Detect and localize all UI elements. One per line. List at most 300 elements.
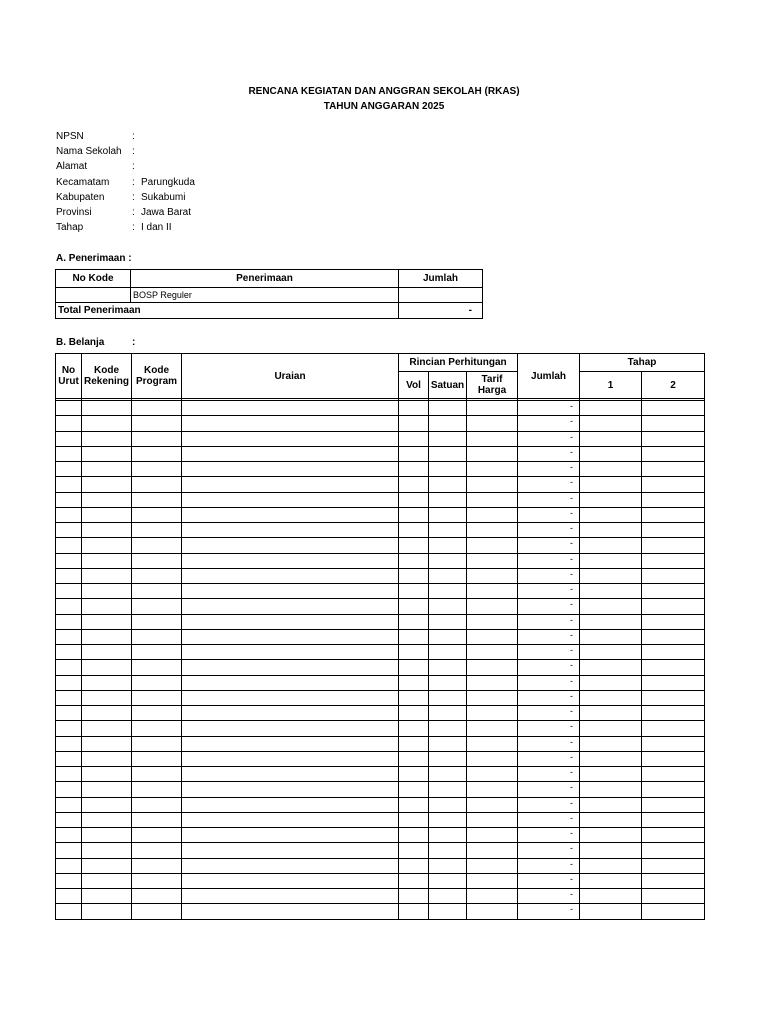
belanja-row (56, 782, 705, 797)
table-cell (642, 492, 705, 507)
table-cell (182, 706, 399, 721)
table-cell (642, 401, 705, 416)
table-cell (642, 812, 705, 827)
jumlah-cell: - (518, 431, 580, 446)
table-cell (56, 858, 82, 873)
jumlah-cell: - (518, 477, 580, 492)
belanja-row (56, 416, 705, 431)
table-cell (467, 767, 518, 782)
table-cell (580, 584, 642, 599)
table-cell (467, 538, 518, 553)
header-kode-rekening (82, 354, 132, 399)
table-cell (56, 477, 82, 492)
table-cell (82, 492, 132, 507)
table-cell (132, 736, 182, 751)
table-cell (56, 507, 82, 522)
belanja-row (56, 538, 705, 553)
table-cell (642, 629, 705, 644)
table-cell (399, 401, 429, 416)
info-row (56, 159, 195, 174)
table-cell (82, 797, 132, 812)
table-cell (182, 568, 399, 583)
table-cell (182, 614, 399, 629)
table-cell (82, 645, 132, 660)
table-cell (132, 858, 182, 873)
table-cell (429, 645, 467, 660)
table-cell (132, 477, 182, 492)
header-kode-program (132, 354, 182, 399)
table-cell (132, 462, 182, 477)
table-cell (56, 751, 82, 766)
table-cell (580, 553, 642, 568)
jumlah-cell: - (518, 706, 580, 721)
table-cell (580, 462, 642, 477)
jumlah-cell: - (518, 904, 580, 919)
table-cell (429, 782, 467, 797)
table-cell (56, 706, 82, 721)
info-label: Alamat (56, 161, 88, 173)
belanja-row (56, 431, 705, 446)
table-cell (467, 873, 518, 888)
document-subtitle: TAHUN ANGGARAN 2025 (323, 101, 445, 112)
table-cell (467, 477, 518, 492)
jumlah-cell: - (518, 812, 580, 827)
table-cell (182, 660, 399, 675)
jumlah-cell: - (518, 828, 580, 843)
table-cell (642, 767, 705, 782)
belanja-row (56, 584, 705, 599)
header-tarif-line1: Tarif (481, 374, 503, 385)
jumlah-cell: - (518, 736, 580, 751)
table-cell (429, 904, 467, 919)
table-cell (132, 538, 182, 553)
jumlah-cell: - (518, 538, 580, 553)
jumlah-cell: - (518, 599, 580, 614)
table-cell (132, 523, 182, 538)
table-cell (429, 584, 467, 599)
header-kode-program-line1: Kode (144, 365, 169, 376)
table-cell (182, 797, 399, 812)
table-cell (132, 599, 182, 614)
header-no-urut-line2: Urut (58, 376, 79, 387)
table-cell (182, 538, 399, 553)
belanja-row (56, 507, 705, 522)
table-cell (182, 904, 399, 919)
table-cell (182, 492, 399, 507)
table-cell (399, 599, 429, 614)
table-cell (429, 797, 467, 812)
table-cell (399, 690, 429, 705)
table-cell (82, 538, 132, 553)
info-separator: : (132, 176, 135, 188)
table-cell (580, 416, 642, 431)
header-tahap: Tahap (580, 354, 705, 372)
table-cell (642, 568, 705, 583)
table-cell (642, 660, 705, 675)
table-cell (467, 492, 518, 507)
table-cell (82, 812, 132, 827)
table-cell (82, 568, 132, 583)
table-cell (429, 706, 467, 721)
table-cell (642, 736, 705, 751)
belanja-row (56, 645, 705, 660)
table-cell (467, 797, 518, 812)
table-cell (580, 477, 642, 492)
table-cell (580, 751, 642, 766)
table-cell (467, 431, 518, 446)
header-vol: Vol (399, 372, 429, 399)
belanja-rows (56, 401, 705, 920)
table-cell (182, 873, 399, 888)
table-cell (132, 553, 182, 568)
table-cell (467, 416, 518, 431)
belanja-row (56, 904, 705, 919)
table-cell (182, 507, 399, 522)
table-cell (56, 767, 82, 782)
table-cell (82, 507, 132, 522)
table-cell (399, 538, 429, 553)
table-cell (642, 645, 705, 660)
table-cell (132, 614, 182, 629)
table-cell (399, 492, 429, 507)
table-cell (399, 477, 429, 492)
table-cell (642, 553, 705, 568)
jumlah-cell: - (518, 690, 580, 705)
table-cell (399, 568, 429, 583)
jumlah-cell: - (518, 660, 580, 675)
table-cell (399, 431, 429, 446)
table-cell (56, 538, 82, 553)
info-label: Tahap (56, 222, 84, 234)
belanja-row (56, 614, 705, 629)
table-cell (399, 797, 429, 812)
belanja-row (56, 675, 705, 690)
table-cell (56, 584, 82, 599)
table-cell (580, 401, 642, 416)
belanja-row (56, 568, 705, 583)
info-value: Sukabumi (141, 191, 186, 203)
belanja-row (56, 629, 705, 644)
table-cell (182, 782, 399, 797)
table-cell (56, 462, 82, 477)
table-cell (580, 904, 642, 919)
total-penerimaan-value: - (399, 303, 483, 319)
table-cell (82, 889, 132, 904)
table-cell (467, 675, 518, 690)
info-separator: : (132, 222, 135, 234)
table-cell (82, 584, 132, 599)
jumlah-cell: - (518, 797, 580, 812)
table-cell (467, 843, 518, 858)
table-cell (399, 751, 429, 766)
table-cell (132, 507, 182, 522)
table-cell (399, 660, 429, 675)
table-cell (467, 446, 518, 461)
table-cell (580, 828, 642, 843)
jumlah-cell: - (518, 873, 580, 888)
table-cell (467, 462, 518, 477)
table-cell (132, 767, 182, 782)
info-label: Provinsi (56, 206, 92, 218)
table-cell (580, 599, 642, 614)
belanja-row (56, 553, 705, 568)
info-row (56, 205, 195, 220)
table-cell (467, 828, 518, 843)
table-cell (429, 721, 467, 736)
table-cell (580, 645, 642, 660)
info-label: NPSN (56, 131, 84, 142)
info-separator: : (132, 206, 135, 218)
table-cell (182, 462, 399, 477)
table-cell (642, 797, 705, 812)
table-cell (56, 812, 82, 827)
penerimaan-no-kode (56, 288, 131, 303)
table-cell (429, 828, 467, 843)
penerimaan-table (55, 269, 483, 319)
table-cell (82, 782, 132, 797)
header-tahap-1: 1 (580, 372, 642, 399)
info-label: Kecamatam (56, 176, 110, 188)
table-cell (580, 523, 642, 538)
header-rincian-perhitungan: Rincian Perhitungan (399, 354, 518, 372)
table-cell (642, 507, 705, 522)
table-cell (82, 858, 132, 873)
jumlah-cell: - (518, 446, 580, 461)
table-cell (429, 812, 467, 827)
table-cell (399, 828, 429, 843)
table-cell (82, 553, 132, 568)
document-title: RENCANA KEGIATAN DAN ANGGRAN SEKOLAH (RKAS) (248, 86, 520, 97)
table-cell (429, 507, 467, 522)
table-cell (429, 492, 467, 507)
table-cell (429, 858, 467, 873)
table-cell (132, 721, 182, 736)
belanja-row (56, 523, 705, 538)
table-cell (429, 675, 467, 690)
table-cell (399, 462, 429, 477)
table-cell (182, 401, 399, 416)
info-row (56, 129, 195, 144)
table-cell (467, 690, 518, 705)
table-cell (399, 645, 429, 660)
table-cell (467, 599, 518, 614)
table-cell (580, 812, 642, 827)
belanja-table (55, 353, 705, 920)
table-cell (56, 782, 82, 797)
jumlah-cell: - (518, 416, 580, 431)
header-tahap-2: 2 (642, 372, 705, 399)
table-cell (467, 553, 518, 568)
belanja-row (56, 767, 705, 782)
table-cell (399, 675, 429, 690)
table-cell (642, 462, 705, 477)
table-cell (182, 843, 399, 858)
table-cell (182, 675, 399, 690)
jumlah-cell: - (518, 782, 580, 797)
table-cell (56, 599, 82, 614)
table-cell (399, 553, 429, 568)
info-separator: : (132, 131, 135, 142)
table-cell (182, 645, 399, 660)
jumlah-cell: - (518, 553, 580, 568)
penerimaan-source: BOSP Reguler (131, 288, 399, 303)
info-value: I dan II (141, 222, 172, 234)
belanja-row (56, 660, 705, 675)
jumlah-cell: - (518, 767, 580, 782)
table-cell (182, 751, 399, 766)
table-cell (429, 416, 467, 431)
info-label: Nama Sekolah (56, 146, 122, 158)
info-label: Kabupaten (56, 191, 105, 203)
belanja-row (56, 599, 705, 614)
belanja-row (56, 401, 705, 416)
info-row (56, 175, 195, 190)
table-cell (580, 690, 642, 705)
info-row (56, 220, 195, 235)
table-cell (56, 660, 82, 675)
table-cell (82, 523, 132, 538)
table-cell (56, 904, 82, 919)
table-cell (580, 782, 642, 797)
table-cell (429, 462, 467, 477)
table-cell (182, 553, 399, 568)
table-cell (429, 690, 467, 705)
table-cell (399, 706, 429, 721)
school-info (56, 129, 195, 235)
header-no-kode: No Kode (56, 270, 131, 288)
header-no-urut-line1: No (61, 365, 76, 376)
table-cell (399, 629, 429, 644)
table-cell (580, 507, 642, 522)
header-uraian: Uraian (182, 354, 399, 399)
table-cell (580, 446, 642, 461)
table-cell (132, 828, 182, 843)
info-separator: : (132, 191, 135, 203)
table-cell (132, 492, 182, 507)
header-tarif-line2: Harga (477, 385, 507, 396)
belanja-row (56, 812, 705, 827)
jumlah-cell: - (518, 507, 580, 522)
belanja-row (56, 462, 705, 477)
info-row (56, 190, 195, 205)
table-cell (642, 523, 705, 538)
table-cell (132, 416, 182, 431)
table-cell (467, 706, 518, 721)
table-cell (642, 858, 705, 873)
table-cell (56, 492, 82, 507)
table-cell (580, 873, 642, 888)
table-cell (399, 873, 429, 888)
jumlah-cell: - (518, 629, 580, 644)
table-cell (467, 904, 518, 919)
table-cell (182, 812, 399, 827)
header-jumlah: Jumlah (399, 270, 483, 288)
table-cell (580, 431, 642, 446)
table-cell (580, 675, 642, 690)
table-cell (429, 767, 467, 782)
jumlah-cell: - (518, 721, 580, 736)
table-cell (642, 843, 705, 858)
header-jumlah: Jumlah (518, 354, 580, 399)
belanja-row (56, 736, 705, 751)
table-cell (82, 843, 132, 858)
table-cell (56, 690, 82, 705)
table-cell (642, 706, 705, 721)
belanja-row (56, 690, 705, 705)
table-cell (132, 401, 182, 416)
table-cell (132, 889, 182, 904)
table-cell (132, 812, 182, 827)
table-cell (429, 629, 467, 644)
table-cell (82, 706, 132, 721)
table-cell (399, 523, 429, 538)
table-cell (580, 568, 642, 583)
table-cell (56, 675, 82, 690)
belanja-row (56, 492, 705, 507)
info-separator: : (132, 146, 135, 158)
table-cell (82, 828, 132, 843)
jumlah-cell: - (518, 614, 580, 629)
jumlah-cell: - (518, 675, 580, 690)
jumlah-cell: - (518, 858, 580, 873)
table-cell (132, 782, 182, 797)
table-cell (132, 660, 182, 675)
belanja-label-text: B. Belanja (56, 337, 105, 348)
table-cell (56, 629, 82, 644)
table-cell (56, 568, 82, 583)
table-cell (132, 629, 182, 644)
table-cell (429, 614, 467, 629)
belanja-row (56, 889, 705, 904)
table-cell (82, 462, 132, 477)
table-cell (56, 721, 82, 736)
jumlah-cell: - (518, 462, 580, 477)
table-cell (182, 736, 399, 751)
penerimaan-jumlah (399, 288, 483, 303)
table-cell (429, 660, 467, 675)
table-cell (182, 599, 399, 614)
table-cell (580, 736, 642, 751)
table-cell (56, 645, 82, 660)
table-cell (82, 751, 132, 766)
table-cell (182, 858, 399, 873)
table-cell (399, 812, 429, 827)
table-cell (467, 751, 518, 766)
table-cell (399, 889, 429, 904)
table-cell (132, 904, 182, 919)
table-cell (132, 797, 182, 812)
table-cell (429, 538, 467, 553)
table-cell (399, 736, 429, 751)
table-cell (182, 446, 399, 461)
table-cell (399, 782, 429, 797)
table-cell (132, 446, 182, 461)
table-cell (82, 599, 132, 614)
table-cell (429, 477, 467, 492)
table-cell (399, 858, 429, 873)
table-cell (399, 507, 429, 522)
table-cell (56, 416, 82, 431)
table-cell (399, 416, 429, 431)
table-cell (467, 812, 518, 827)
total-penerimaan-row (56, 303, 483, 319)
jumlah-cell: - (518, 568, 580, 583)
table-cell (182, 584, 399, 599)
table-cell (82, 614, 132, 629)
table-cell (132, 690, 182, 705)
info-separator: : (132, 161, 135, 173)
table-cell (580, 614, 642, 629)
